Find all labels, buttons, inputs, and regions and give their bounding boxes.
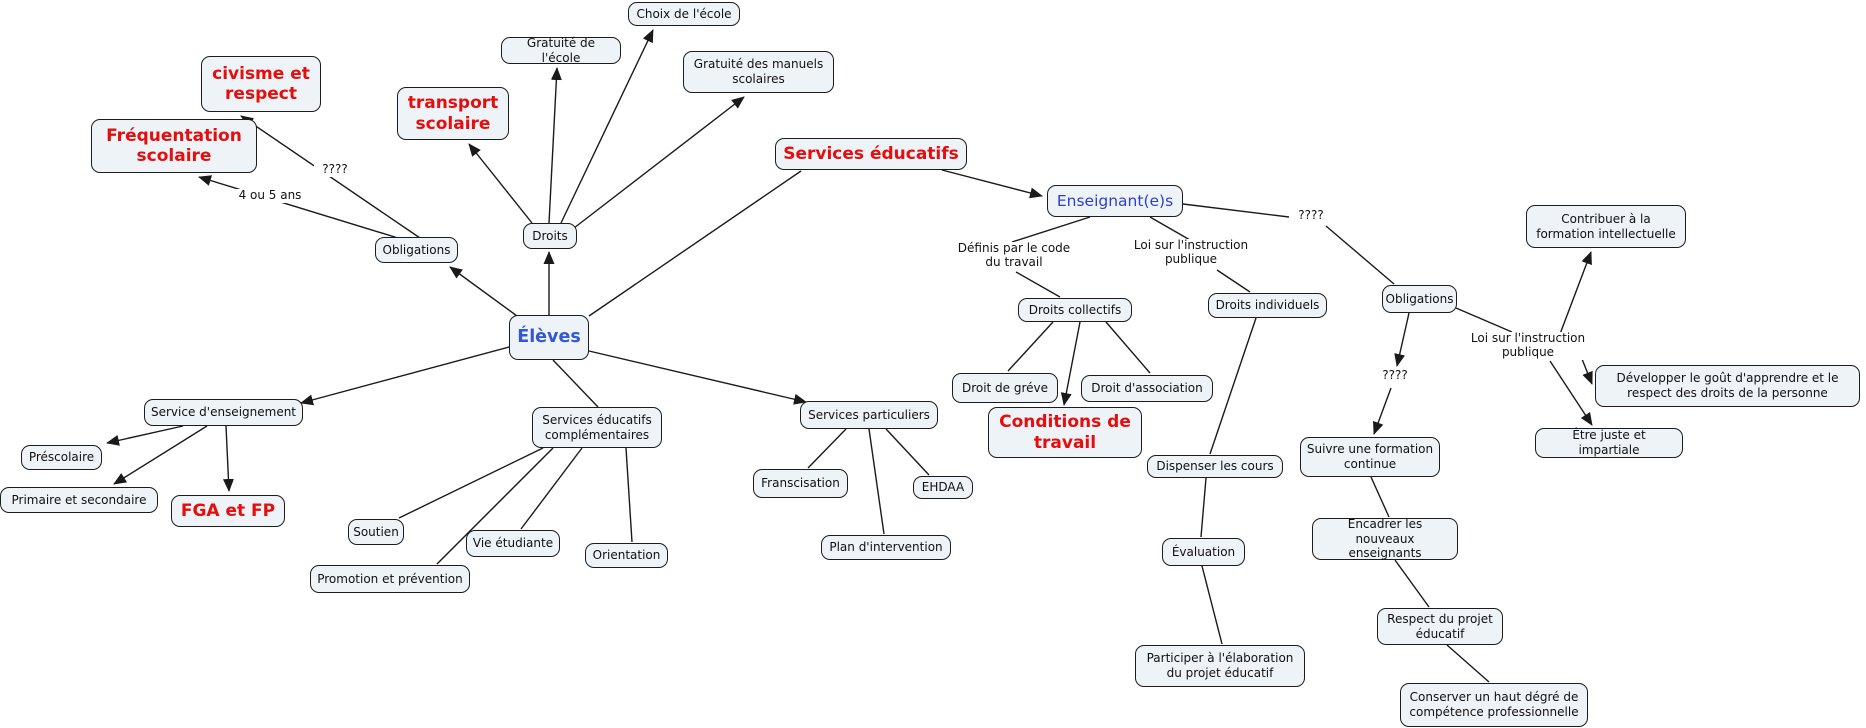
node-obligations-enseignants[interactable]: Obligations (1382, 285, 1457, 313)
node-franscisation[interactable]: Franscisation (753, 469, 848, 498)
node-droits[interactable]: Droits (523, 223, 577, 249)
node-plan-intervention[interactable]: Plan d'intervention (821, 535, 951, 560)
node-soutien[interactable]: Soutien (348, 519, 404, 545)
node-encadrer-enseignants[interactable]: Encadrer les nouveaux enseignants (1312, 518, 1458, 560)
node-respect-projet[interactable]: Respect du projet éducatif (1377, 608, 1503, 645)
node-participer-projet[interactable]: Participer à l'élaboration du projet éducatif (1135, 645, 1305, 687)
node-services-particuliers[interactable]: Services particuliers (800, 401, 938, 429)
node-enseignants[interactable]: Enseignant(e)s (1047, 185, 1183, 217)
node-droit-greve[interactable]: Droit de gréve (952, 373, 1058, 403)
node-promotion-prevention[interactable]: Promotion et prévention (310, 565, 470, 593)
node-developper-gout[interactable]: Développer le goût d'apprendre et le respect des droits de la personne (1595, 365, 1860, 407)
node-civisme-respect[interactable]: civisme et respect (201, 56, 321, 112)
edge-label-definis-code-travail[interactable]: Définis par le code du travail (951, 242, 1077, 270)
node-dispenser-cours[interactable]: Dispenser les cours (1147, 455, 1283, 478)
node-evaluation[interactable]: Évaluation (1162, 538, 1245, 566)
node-choix-ecole[interactable]: Choix de l'école (628, 2, 740, 26)
node-prescolaire[interactable]: Préscolaire (21, 445, 102, 470)
edge-label-question-suivre[interactable]: ???? (1374, 369, 1416, 383)
node-droit-association[interactable]: Droit d'association (1081, 375, 1213, 402)
node-services-complementaires[interactable]: Services éducatifs complémentaires (532, 407, 662, 448)
node-service-enseignement[interactable]: Service d'enseignement (144, 399, 303, 426)
node-gratuite-manuels[interactable]: Gratuité des manuels scolaires (683, 51, 834, 93)
node-ehdaa[interactable]: EHDAA (913, 476, 973, 499)
node-orientation[interactable]: Orientation (585, 543, 668, 568)
edge-label-loi-instruction-2[interactable]: Loi sur l'instruction publique (1466, 332, 1590, 360)
edge-label-loi-instruction-1[interactable]: Loi sur l'instruction publique (1129, 239, 1253, 267)
node-etre-juste[interactable]: Être juste et impartiale (1535, 428, 1683, 458)
node-conserver-competence[interactable]: Conserver un haut dégré de compétence professionnelle (1400, 683, 1588, 727)
node-gratuite-ecole[interactable]: Gratuité de l'école (501, 37, 621, 64)
node-contribuer-formation[interactable]: Contribuer à la formation intellectuelle (1526, 205, 1686, 248)
edge-label-4-ou-5-ans[interactable]: 4 ou 5 ans (231, 189, 309, 203)
node-droits-individuels[interactable]: Droits individuels (1208, 293, 1327, 318)
edge-label-question-civisme[interactable]: ???? (314, 163, 356, 177)
node-obligations-eleves[interactable]: Obligations (375, 237, 458, 263)
node-suivre-formation[interactable]: Suivre une formation continue (1300, 437, 1440, 477)
node-droits-collectifs[interactable]: Droits collectifs (1018, 298, 1132, 322)
node-services-educatifs[interactable]: Services éducatifs (775, 138, 967, 170)
node-vie-etudiante[interactable]: Vie étudiante (466, 530, 560, 557)
edge-label-question-obligations[interactable]: ???? (1290, 209, 1332, 223)
node-frequentation-scolaire[interactable]: Fréquentation scolaire (91, 119, 257, 173)
node-primaire-secondaire[interactable]: Primaire et secondaire (0, 487, 158, 513)
node-fga-fp[interactable]: FGA et FP (171, 495, 285, 527)
node-eleves[interactable]: Élèves (509, 315, 589, 360)
node-transport-scolaire[interactable]: transport scolaire (397, 87, 509, 140)
node-conditions-travail[interactable]: Conditions de travail (988, 407, 1142, 458)
